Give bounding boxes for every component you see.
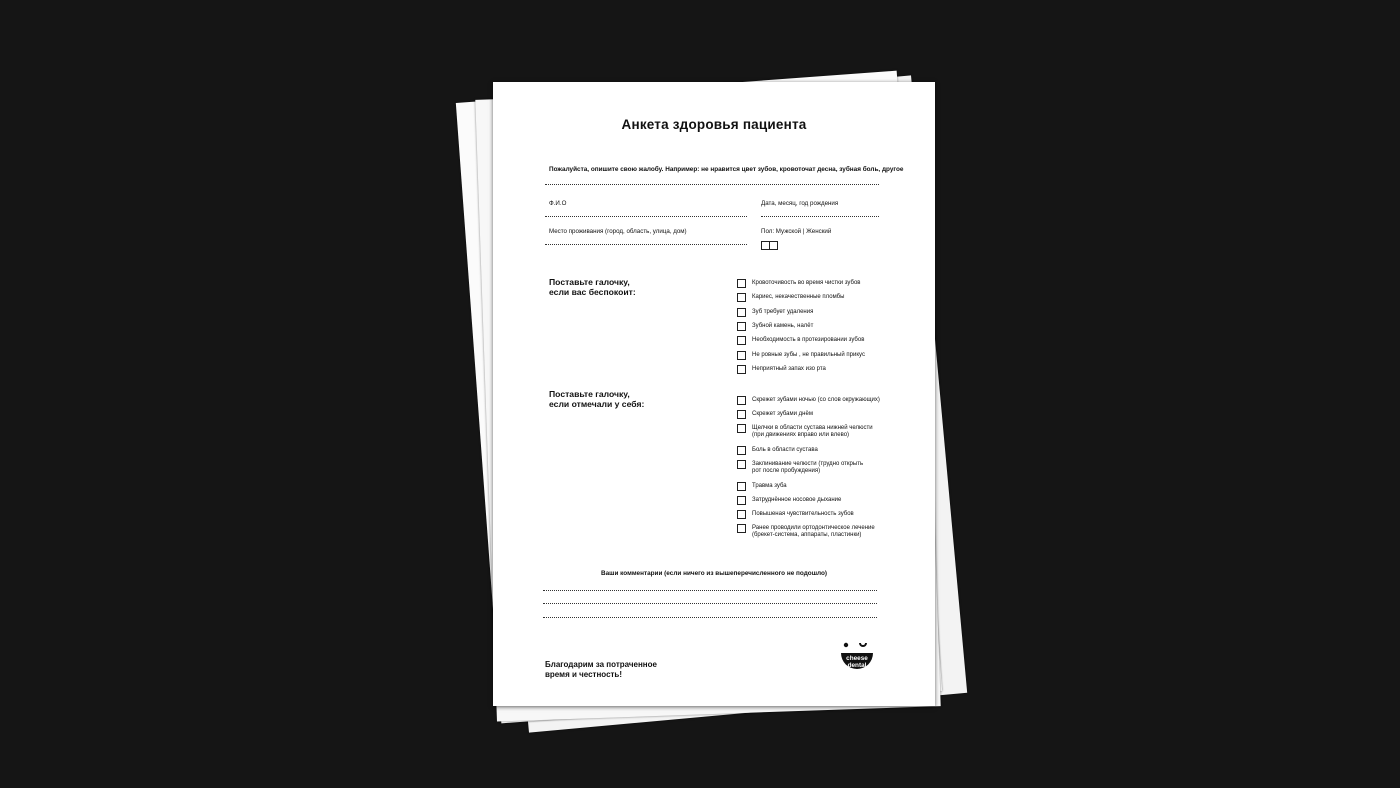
fio-field[interactable] (545, 216, 747, 217)
section2-item-label (752, 425, 873, 439)
address-label: Место проживания (город, область, улица, дом) (549, 228, 687, 235)
section2-item-label (752, 447, 818, 454)
section2-item-label-line: Затруднённое носовое дыхание (752, 496, 842, 503)
birthdate-field[interactable] (761, 216, 879, 217)
section1-item-label (752, 323, 813, 330)
comments-line-3[interactable] (543, 617, 877, 618)
section2-item-checkbox[interactable] (737, 396, 746, 405)
section1-item-checkbox[interactable] (737, 351, 746, 360)
form-title: Анкета здоровья пациента (621, 117, 807, 132)
section2-item-label-line: Травма зуба (752, 482, 787, 489)
section2-item-checkbox[interactable] (737, 410, 746, 419)
section1-item-label (752, 309, 813, 316)
cheese-dental-logo (840, 640, 874, 680)
section2-item-label (752, 397, 880, 404)
complaint-field[interactable] (545, 184, 879, 185)
section2-item-label-line: Заклинивание челюсти (трудно открыть (752, 461, 864, 468)
section1-item-label-line: Неприятный запах изо рта (752, 365, 826, 372)
section1-item-checkbox[interactable] (737, 293, 746, 302)
section2-item-label (752, 411, 813, 418)
section2-item-label (752, 525, 875, 539)
section2-item-label-line: Боль в области сустава (752, 446, 818, 453)
gender-female-checkbox[interactable] (769, 241, 778, 250)
address-field[interactable] (545, 244, 747, 245)
complaint-label: Пожалуйста, опишите свою жалобу. Например: не нравится цвет зубов, кровоточат десна, зубная боль, другое (549, 166, 904, 173)
section1-item-checkbox[interactable] (737, 322, 746, 331)
section2-item-label-line: (брекет-система, аппараты, пластинки) (752, 532, 862, 539)
section2-item-label-line: Ранее проводили ортодонтическое лечение (752, 525, 875, 532)
section2-item-checkbox[interactable] (737, 482, 746, 491)
section2-item-label-line: Скрежет зубами ночью (со слов окружающих) (752, 397, 880, 403)
gender-label: Пол: Мужской | Женский (761, 228, 832, 235)
section1-item-label-line: Кровоточивость во время чистки зубов (752, 280, 861, 286)
section2-item-label-line: Скрежет зубами днём (752, 411, 813, 418)
thanks-text: Благодарим за потраченное время и честность! (545, 660, 657, 679)
section2-item-checkbox[interactable] (737, 460, 746, 469)
section2-item-label-line: Повышеная чувствительность зубов (752, 511, 854, 517)
section1-item-checkbox[interactable] (737, 336, 746, 345)
section2-item-label-line: Щелчки в области сустава нижней челюсти (752, 425, 873, 432)
section1-heading: Поставьте галочку, если вас беспокоит: (549, 277, 636, 297)
section2-item-label (752, 461, 863, 475)
section2-heading: Поставьте галочку, если отмечали у себя: (549, 389, 645, 409)
section2-item-checkbox[interactable] (737, 446, 746, 455)
section1-item-label (752, 366, 826, 373)
section1-item-label-line: Зуб требует удаления (752, 308, 814, 315)
section2-item-checkbox[interactable] (737, 524, 746, 533)
comments-line-1[interactable] (543, 590, 877, 591)
section1-item-label-line: Зубной камень, налёт (752, 322, 814, 329)
logo-text-cheese: cheese (846, 655, 868, 662)
section2-item-label (752, 511, 854, 518)
section2-item-label (752, 497, 841, 504)
form-page (493, 82, 935, 706)
section1-item-checkbox[interactable] (737, 279, 746, 288)
section1-item-label (752, 294, 844, 301)
section1-item-label-line: Не ровные зубы , не правильный прикус (752, 351, 865, 358)
section1-item-checkbox[interactable] (737, 308, 746, 317)
section2-item-checkbox[interactable] (737, 424, 746, 433)
logo-text-dental: dental (847, 662, 867, 669)
section2-item-label-line: рот после пробуждения) (752, 468, 821, 475)
section2-item-checkbox[interactable] (737, 496, 746, 505)
section1-item-label-line: Необходимость в протезировании зубов (752, 337, 865, 344)
comments-line-2[interactable] (543, 603, 877, 604)
section1-item-label (752, 280, 860, 287)
section1-item-label-line: Кариес, некачественные пломбы (752, 294, 845, 301)
section2-item-checkbox[interactable] (737, 510, 746, 519)
section1-item-checkbox[interactable] (737, 365, 746, 374)
section2-item-label (752, 483, 787, 490)
birthdate-label: Дата, месяц, год рождения (761, 200, 839, 207)
comments-label: Ваши комментарии (если ничего из вышеперечисленного не подошло) (600, 570, 828, 577)
section2-item-label-line: (при движениях вправо или влево) (752, 432, 850, 439)
section1-item-label (752, 337, 864, 344)
fio-label: Ф.И.О (549, 200, 567, 207)
section1-item-label (752, 352, 865, 359)
